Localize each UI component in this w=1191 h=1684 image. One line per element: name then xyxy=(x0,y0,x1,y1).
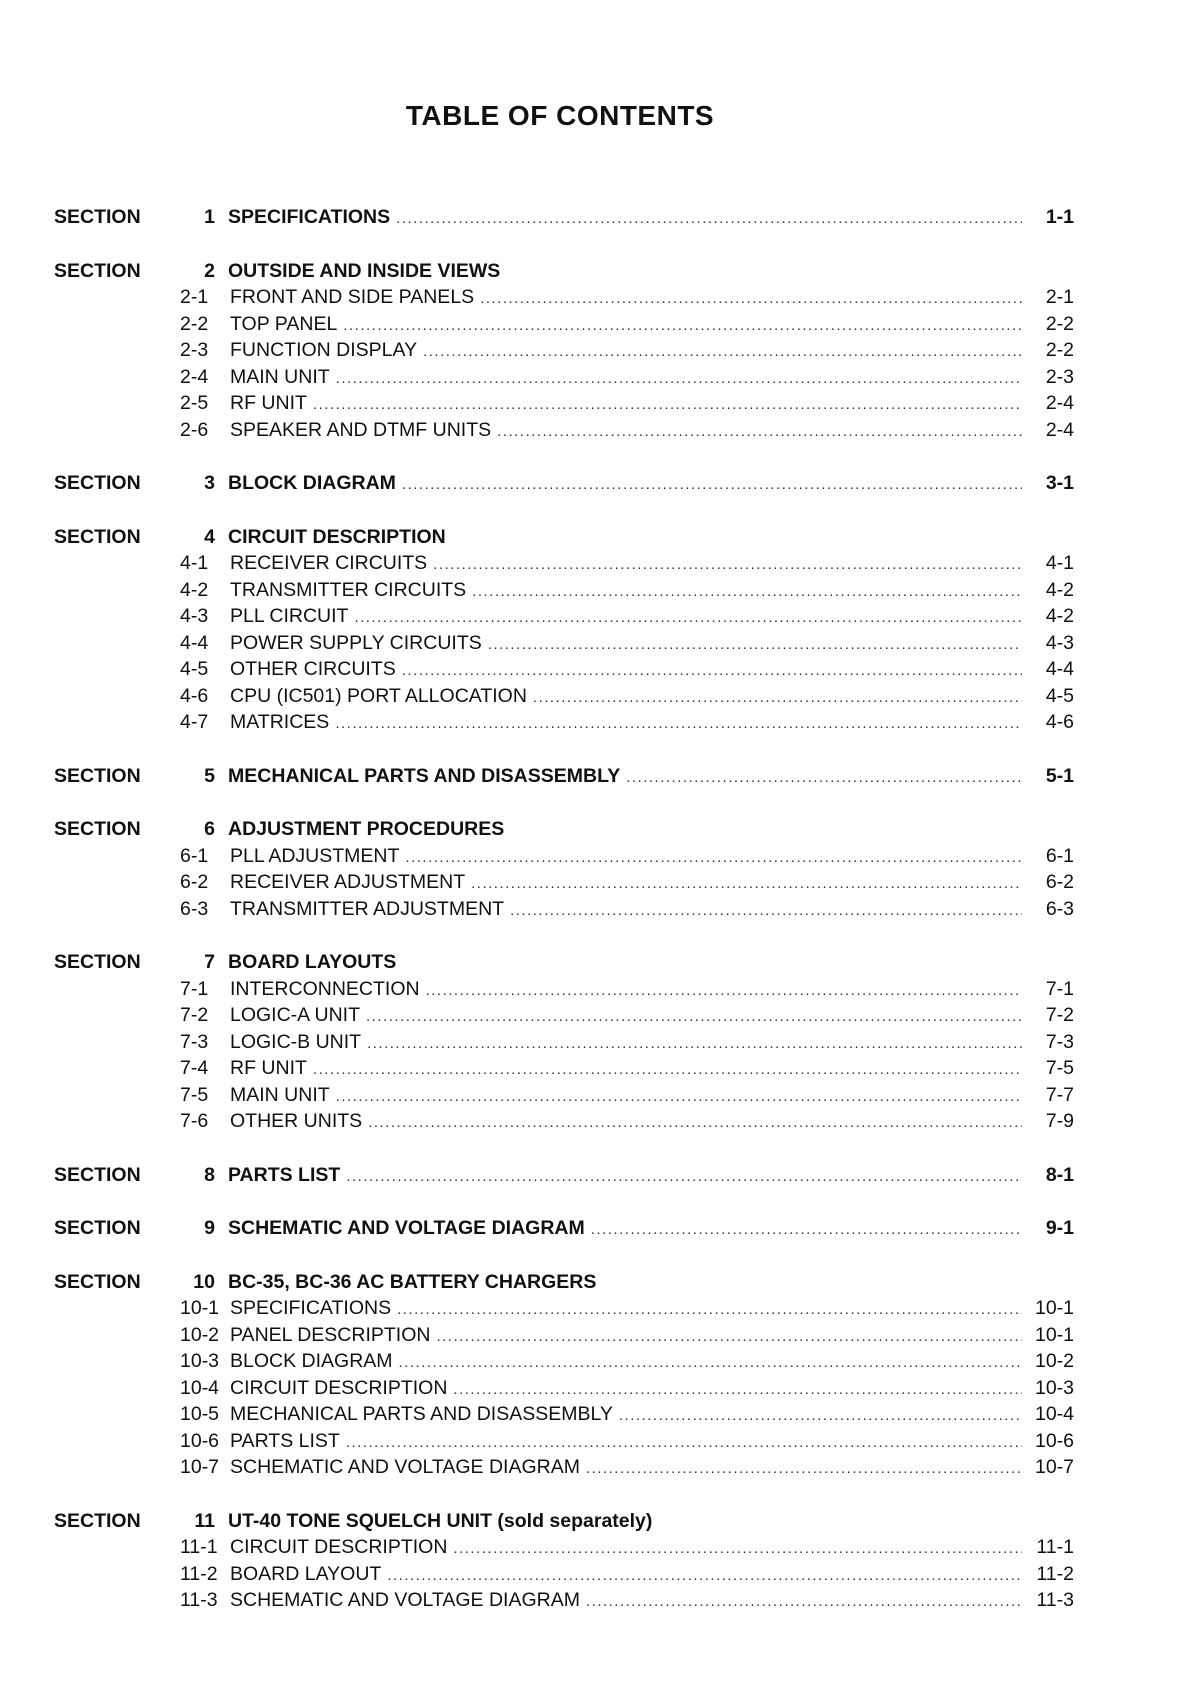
subsection-entry[interactable] xyxy=(54,1430,1074,1457)
dot-leader xyxy=(402,662,1022,679)
subsection-title: LOGIC-B UNIT xyxy=(230,1030,362,1053)
section-heading[interactable] xyxy=(54,818,1074,845)
section-heading[interactable] xyxy=(54,765,1074,792)
subsection-entry[interactable] xyxy=(54,685,1074,712)
subsection-entry[interactable] xyxy=(54,392,1074,419)
page-number: 10-7 xyxy=(1034,1456,1074,1478)
subsection-title: RECEIVER CIRCUITS xyxy=(230,552,428,574)
section-heading[interactable] xyxy=(54,1164,1074,1191)
subsection-number: 7-6 xyxy=(180,1110,209,1132)
page-number: 2-2 xyxy=(1045,339,1074,361)
section-label: SECTION xyxy=(54,951,141,973)
page-number: 11-3 xyxy=(1036,1589,1074,1611)
subsection-number: 7-2 xyxy=(180,1004,209,1026)
page-number: 2-3 xyxy=(1045,365,1074,388)
dot-leader xyxy=(402,476,1022,493)
section-label: SECTION xyxy=(54,1509,141,1532)
subsection-number: 10-1 xyxy=(180,1297,220,1319)
page-number: 10-3 xyxy=(1034,1376,1074,1399)
dot-leader xyxy=(453,1540,1022,1557)
subsection-entry[interactable] xyxy=(54,552,1074,579)
dot-leader xyxy=(367,1035,1022,1052)
dot-leader xyxy=(488,636,1022,653)
section-number: 1 xyxy=(204,206,215,228)
subsection-title: LOGIC-A UNIT xyxy=(230,1004,361,1026)
page-number: 10-2 xyxy=(1034,1350,1074,1372)
page-number: 4-2 xyxy=(1045,605,1074,627)
section-label: SECTION xyxy=(54,472,141,494)
toc-section xyxy=(54,1271,1074,1483)
page-number: 10-6 xyxy=(1034,1429,1074,1452)
dot-leader xyxy=(387,1567,1022,1584)
dot-leader xyxy=(436,1328,1022,1345)
subsection-entry[interactable] xyxy=(54,711,1074,738)
section-label: SECTION xyxy=(54,206,141,228)
subsection-entry[interactable] xyxy=(54,1057,1074,1084)
subsection-title: RF UNIT xyxy=(230,1057,307,1079)
section-title: SCHEMATIC AND VOLTAGE DIAGRAM xyxy=(228,1217,585,1239)
page-number: 10-1 xyxy=(1034,1297,1074,1319)
dot-leader xyxy=(336,370,1022,387)
page-number: 11-1 xyxy=(1036,1536,1074,1558)
dot-leader xyxy=(336,1088,1022,1105)
toc-section xyxy=(54,1510,1074,1616)
dot-leader xyxy=(471,875,1022,892)
section-heading[interactable] xyxy=(54,206,1074,233)
subsection-title: RECEIVER ADJUSTMENT xyxy=(230,871,466,893)
toc-section xyxy=(54,818,1074,924)
subsection-number: 10-4 xyxy=(180,1376,220,1399)
toc-section xyxy=(54,765,1074,792)
subsection-title: TOP PANEL xyxy=(230,312,338,335)
subsection-number: 4-7 xyxy=(180,711,209,733)
subsection-title: FUNCTION DISPLAY xyxy=(230,339,418,361)
subsection-title: PANEL DESCRIPTION xyxy=(230,1323,431,1346)
section-heading[interactable] xyxy=(54,1510,1074,1537)
section-number: 7 xyxy=(204,951,215,973)
section-heading[interactable] xyxy=(54,526,1074,553)
subsection-number: 10-5 xyxy=(180,1403,220,1425)
subsection-entry[interactable] xyxy=(54,1004,1074,1031)
section-number: 8 xyxy=(204,1163,215,1186)
dot-leader xyxy=(313,1061,1022,1078)
subsection-entry[interactable] xyxy=(54,419,1074,446)
dot-leader xyxy=(426,982,1022,999)
page-number: 4-1 xyxy=(1045,552,1074,574)
subsection-title: SPEAKER AND DTMF UNITS xyxy=(230,418,492,441)
section-title: OUTSIDE AND INSIDE VIEWS xyxy=(228,259,501,282)
toc-section xyxy=(54,1164,1074,1191)
subsection-title: SCHEMATIC AND VOLTAGE DIAGRAM xyxy=(230,1456,580,1478)
section-title: UT-40 TONE SQUELCH UNIT (sold separately) xyxy=(228,1509,653,1532)
subsection-entry[interactable] xyxy=(54,1536,1074,1563)
page-number: 6-3 xyxy=(1045,897,1074,920)
dot-leader xyxy=(354,609,1022,626)
dot-leader xyxy=(586,1460,1022,1477)
dot-leader xyxy=(480,290,1022,307)
section-number: 6 xyxy=(204,818,215,840)
subsection-number: 7-5 xyxy=(180,1083,209,1106)
dot-leader xyxy=(619,1407,1022,1424)
subsection-title: SCHEMATIC AND VOLTAGE DIAGRAM xyxy=(230,1589,580,1611)
page-number: 6-2 xyxy=(1045,871,1074,893)
subsection-entry[interactable] xyxy=(54,1110,1074,1137)
toc-section xyxy=(54,206,1074,233)
dot-leader xyxy=(343,317,1022,334)
page-title: TABLE OF CONTENTS xyxy=(405,100,715,131)
subsection-title: MAIN UNIT xyxy=(230,1083,330,1106)
section-label: SECTION xyxy=(54,259,141,282)
page-number: 7-2 xyxy=(1045,1004,1074,1026)
subsection-entry[interactable] xyxy=(54,579,1074,606)
page-number: 11-2 xyxy=(1036,1562,1074,1585)
subsection-number: 2-3 xyxy=(180,339,209,361)
subsection-number: 7-1 xyxy=(180,977,209,1000)
page-number: 5-1 xyxy=(1045,764,1074,787)
page-number: 2-1 xyxy=(1045,286,1074,308)
subsection-title: INTERCONNECTION xyxy=(230,977,420,1000)
subsection-title: CPU (IC501) PORT ALLOCATION xyxy=(230,684,527,707)
subsection-entry[interactable] xyxy=(54,1403,1074,1430)
page-number: 4-4 xyxy=(1045,658,1074,680)
section-heading[interactable] xyxy=(54,1217,1074,1244)
subsection-entry[interactable] xyxy=(54,871,1074,898)
subsection-title: BOARD LAYOUT xyxy=(230,1562,382,1585)
subsection-number: 4-2 xyxy=(180,578,209,601)
dot-leader xyxy=(453,1381,1022,1398)
subsection-number: 2-4 xyxy=(180,365,209,388)
section-number: 10 xyxy=(193,1270,215,1293)
dot-leader xyxy=(510,902,1022,919)
subsection-number: 10-7 xyxy=(180,1456,220,1478)
subsection-number: 4-1 xyxy=(180,552,209,574)
section-number: 9 xyxy=(204,1217,215,1239)
section-number: 4 xyxy=(204,525,215,548)
subsection-title: RF UNIT xyxy=(230,392,307,414)
subsection-title: MATRICES xyxy=(230,711,330,733)
subsection-title: OTHER CIRCUITS xyxy=(230,658,396,680)
subsection-number: 2-6 xyxy=(180,418,209,441)
section-label: SECTION xyxy=(54,1217,141,1239)
dot-leader xyxy=(396,210,1022,227)
subsection-number: 4-5 xyxy=(180,658,209,680)
page-number: 7-7 xyxy=(1045,1083,1074,1106)
subsection-number: 2-2 xyxy=(180,312,209,335)
dot-leader xyxy=(335,715,1022,732)
section-heading[interactable] xyxy=(54,1271,1074,1298)
page-number: 1-1 xyxy=(1045,206,1074,228)
section-title: MECHANICAL PARTS AND DISASSEMBLY xyxy=(228,764,621,787)
subsection-title: FRONT AND SIDE PANELS xyxy=(230,286,475,308)
subsection-entry[interactable] xyxy=(54,605,1074,632)
page-number: 4-6 xyxy=(1045,711,1074,733)
subsection-entry[interactable] xyxy=(54,1297,1074,1324)
section-number: 11 xyxy=(194,1509,215,1532)
subsection-entry[interactable] xyxy=(54,286,1074,313)
subsection-entry[interactable] xyxy=(54,1589,1074,1616)
subsection-entry[interactable] xyxy=(54,366,1074,393)
subsection-entry[interactable] xyxy=(54,658,1074,685)
section-number: 2 xyxy=(204,259,215,282)
dot-leader xyxy=(472,583,1022,600)
page-number: 3-1 xyxy=(1045,472,1074,494)
section-title: BOARD LAYOUTS xyxy=(228,951,397,973)
subsection-number: 10-2 xyxy=(180,1323,220,1346)
page-number: 2-4 xyxy=(1045,418,1074,441)
dot-leader xyxy=(533,689,1022,706)
subsection-number: 11-3 xyxy=(180,1589,218,1611)
page-number: 2-2 xyxy=(1045,312,1074,335)
subsection-number: 6-1 xyxy=(180,844,209,867)
dot-leader xyxy=(586,1593,1022,1610)
dot-leader xyxy=(397,1301,1022,1318)
section-heading[interactable] xyxy=(54,260,1074,287)
subsection-entry[interactable] xyxy=(54,1350,1074,1377)
dot-leader xyxy=(346,1434,1022,1451)
subsection-title: POWER SUPPLY CIRCUITS xyxy=(230,631,482,654)
section-number: 3 xyxy=(204,472,215,494)
subsection-number: 11-2 xyxy=(180,1562,218,1585)
section-title: CIRCUIT DESCRIPTION xyxy=(228,525,446,548)
table-of-contents xyxy=(54,206,1074,1643)
subsection-title: CIRCUIT DESCRIPTION xyxy=(230,1376,448,1399)
subsection-number: 10-6 xyxy=(180,1429,220,1452)
subsection-number: 4-4 xyxy=(180,631,209,654)
subsection-title: MECHANICAL PARTS AND DISASSEMBLY xyxy=(230,1403,613,1425)
subsection-title: MAIN UNIT xyxy=(230,365,330,388)
subsection-number: 7-4 xyxy=(180,1057,209,1079)
section-label: SECTION xyxy=(54,1270,141,1293)
subsection-entry[interactable] xyxy=(54,313,1074,340)
page-number: 8-1 xyxy=(1045,1163,1074,1186)
subsection-number: 4-6 xyxy=(180,684,209,707)
subsection-title: BLOCK DIAGRAM xyxy=(230,1350,393,1372)
subsection-title: CIRCUIT DESCRIPTION xyxy=(230,1536,448,1558)
subsection-title: PLL CIRCUIT xyxy=(230,605,349,627)
dot-leader xyxy=(591,1221,1022,1238)
subsection-number: 6-2 xyxy=(180,871,209,893)
toc-section xyxy=(54,526,1074,738)
section-label: SECTION xyxy=(54,764,141,787)
subsection-number: 10-3 xyxy=(180,1350,220,1372)
toc-section xyxy=(54,951,1074,1137)
subsection-entry[interactable] xyxy=(54,1031,1074,1058)
section-title: SPECIFICATIONS xyxy=(228,206,391,228)
section-title: BC-35, BC-36 AC BATTERY CHARGERS xyxy=(228,1270,597,1293)
subsection-title: PLL ADJUSTMENT xyxy=(230,844,400,867)
subsection-title: SPECIFICATIONS xyxy=(230,1297,392,1319)
subsection-entry[interactable] xyxy=(54,845,1074,872)
page-number: 10-1 xyxy=(1034,1323,1074,1346)
page-number: 9-1 xyxy=(1045,1217,1074,1239)
subsection-title: TRANSMITTER ADJUSTMENT xyxy=(230,897,505,920)
subsection-entry[interactable] xyxy=(54,632,1074,659)
dot-leader xyxy=(405,849,1022,866)
toc-section xyxy=(54,1217,1074,1244)
page-number: 7-5 xyxy=(1045,1057,1074,1079)
section-number: 5 xyxy=(204,764,215,787)
section-title: ADJUSTMENT PROCEDURES xyxy=(228,818,505,840)
subsection-entry[interactable] xyxy=(54,1563,1074,1590)
subsection-entry[interactable] xyxy=(54,1377,1074,1404)
subsection-number: 2-1 xyxy=(180,286,209,308)
subsection-entry[interactable] xyxy=(54,978,1074,1005)
subsection-entry[interactable] xyxy=(54,898,1074,925)
page-number: 4-2 xyxy=(1045,578,1074,601)
page-number: 7-1 xyxy=(1045,977,1074,1000)
subsection-number: 11-1 xyxy=(180,1536,218,1558)
dot-leader xyxy=(423,343,1022,360)
dot-leader xyxy=(626,769,1022,786)
dot-leader xyxy=(346,1168,1022,1185)
subsection-entry[interactable] xyxy=(54,1084,1074,1111)
page-number: 10-4 xyxy=(1034,1403,1074,1425)
page-number: 4-3 xyxy=(1045,631,1074,654)
page-number: 6-1 xyxy=(1045,844,1074,867)
subsection-title: OTHER UNITS xyxy=(230,1110,363,1132)
section-title: BLOCK DIAGRAM xyxy=(228,472,396,494)
subsection-number: 7-3 xyxy=(180,1030,209,1053)
section-label: SECTION xyxy=(54,818,141,840)
subsection-title: PARTS LIST xyxy=(230,1429,340,1452)
section-label: SECTION xyxy=(54,1163,141,1186)
subsection-entry[interactable] xyxy=(54,1456,1074,1483)
page-number: 7-3 xyxy=(1045,1030,1074,1053)
dot-leader xyxy=(366,1008,1022,1025)
page-number: 4-5 xyxy=(1045,684,1074,707)
dot-leader xyxy=(399,1354,1022,1371)
toc-section xyxy=(54,472,1074,499)
dot-leader xyxy=(313,396,1022,413)
subsection-number: 2-5 xyxy=(180,392,209,414)
subsection-entry[interactable] xyxy=(54,1324,1074,1351)
subsection-number: 4-3 xyxy=(180,605,209,627)
subsection-title: TRANSMITTER CIRCUITS xyxy=(230,578,467,601)
dot-leader xyxy=(433,556,1022,573)
subsection-number: 6-3 xyxy=(180,897,209,920)
section-heading[interactable] xyxy=(54,951,1074,978)
page-number: 2-4 xyxy=(1045,392,1074,414)
page-number: 7-9 xyxy=(1045,1110,1074,1132)
dot-leader xyxy=(497,423,1022,440)
section-label: SECTION xyxy=(54,525,141,548)
dot-leader xyxy=(368,1114,1022,1131)
subsection-entry[interactable] xyxy=(54,339,1074,366)
section-heading[interactable] xyxy=(54,472,1074,499)
section-title: PARTS LIST xyxy=(228,1163,341,1186)
toc-section xyxy=(54,260,1074,446)
